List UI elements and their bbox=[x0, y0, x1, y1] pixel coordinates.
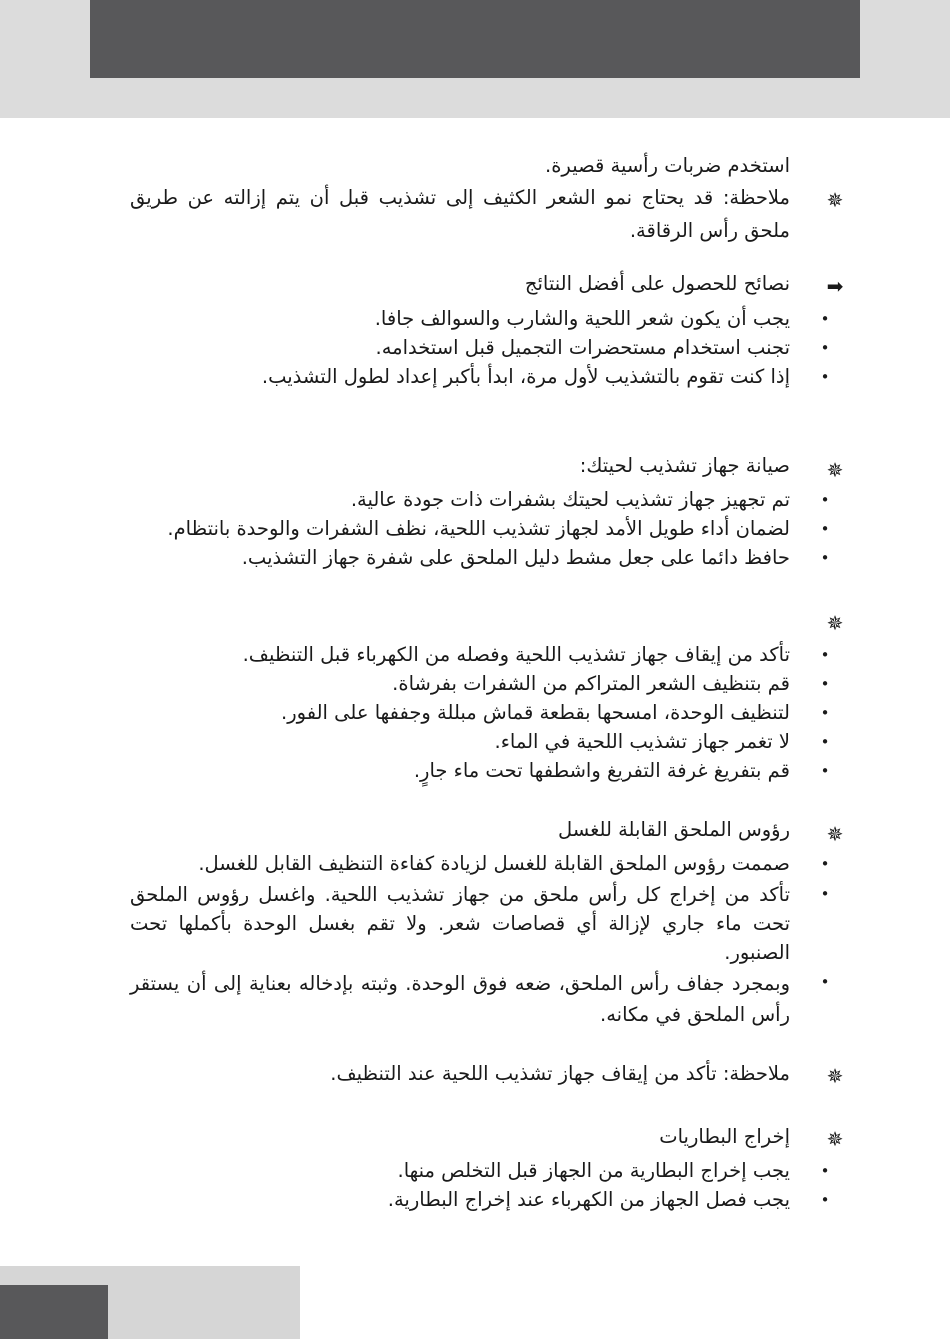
maintenance-item: لضمان أداء طويل الأمد لجهاز تشذيب اللحية، نظف الشفرات والوحدة بانتظام. bbox=[167, 517, 790, 540]
tips-title: نصائح للحصول على أفضل النتائج bbox=[524, 272, 790, 295]
washable-note: ملاحظة: تأكد من إيقاف جهاز تشذيب اللحية عند التنظيف. bbox=[330, 1062, 790, 1085]
washable-item: تأكد من إخراج كل رأس ملحق من جهاز تشذيب اللحية. واغسل رؤوس الملحق تحت ماء جاري لإزالة أي قصاصات شعر. ولا تقم بغسل الوحدة بأكملها تحت الصنبور. bbox=[130, 883, 790, 964]
maintenance-item: حافظ دائما على جعل مشط دليل الملحق على شفرة جهاز التشذيب. bbox=[241, 546, 790, 569]
arrow-right-icon: ➡ bbox=[826, 274, 844, 298]
batteries-item: يجب فصل الجهاز من الكهرباء عند إخراج البطارية. bbox=[387, 1188, 790, 1211]
bullet: • bbox=[820, 762, 830, 780]
bullet: • bbox=[820, 855, 830, 873]
intro-line: استخدم ضربات رأسية قصيرة. bbox=[545, 154, 790, 177]
cleaning-item: تأكد من إيقاف جهاز تشذيب اللحية وفصله من الكهرباء قبل التنظيف. bbox=[242, 643, 790, 666]
cleaning-item: لا تغمر جهاز تشذيب اللحية في الماء. bbox=[494, 730, 790, 753]
footer-block bbox=[0, 1285, 108, 1339]
cleaning-item: قم بتفريغ غرفة التفريغ واشطفها تحت ماء جارٍ. bbox=[413, 759, 790, 782]
cleaning-item: قم بتنظيف الشعر المتراكم من الشفرات بفرشاة. bbox=[392, 672, 790, 695]
burst-icon: ✵ bbox=[826, 822, 844, 846]
bullet: • bbox=[820, 733, 830, 751]
bullet: • bbox=[820, 885, 830, 903]
burst-icon: ✵ bbox=[826, 1064, 844, 1088]
burst-icon: ✵ bbox=[826, 188, 844, 212]
burst-icon: ✵ bbox=[826, 1127, 844, 1151]
washable-title: رؤوس الملحق القابلة للغسل bbox=[557, 818, 790, 841]
bullet: • bbox=[820, 1191, 830, 1209]
tips-item: يجب أن يكون شعر اللحية والشارب والسوالف جافا. bbox=[374, 307, 790, 330]
bullet: • bbox=[820, 520, 830, 538]
burst-icon: ✵ bbox=[826, 611, 844, 635]
maintenance-title: صيانة جهاز تشذيب لحيتك: bbox=[579, 454, 790, 477]
bullet: • bbox=[820, 1162, 830, 1180]
batteries-item: يجب إخراج البطارية من الجهاز قبل التخلص منها. bbox=[397, 1159, 790, 1182]
bullet: • bbox=[820, 310, 830, 328]
bullet: • bbox=[820, 646, 830, 664]
bullet: • bbox=[820, 491, 830, 509]
washable-item: صممت رؤوس الملحق القابلة للغسل لزيادة كفاءة التنظيف القابل للغسل. bbox=[198, 852, 790, 875]
batteries-title: إخراج البطاريات bbox=[659, 1125, 790, 1148]
bullet: • bbox=[820, 368, 830, 386]
header-bar bbox=[90, 0, 860, 78]
burst-icon: ✵ bbox=[826, 458, 844, 482]
cleaning-item: لتنظيف الوحدة، امسحها بقطعة قماش مبللة وجففها على الفور. bbox=[281, 701, 790, 724]
maintenance-item: تم تجهيز جهاز تشذيب لحيتك بشفرات ذات جودة عالية. bbox=[350, 488, 790, 511]
bullet: • bbox=[820, 675, 830, 693]
washable-item: وبمجرد جفاف رأس الملحق، ضعه فوق الوحدة. وثبته بإدخاله بعناية إلى أن يستقر رأس الملحق في مكانه. bbox=[130, 972, 790, 1026]
tips-item: إذا كنت تقوم بالتشذيب لأول مرة، ابدأ بأكبر إعداد لطول التشذيب. bbox=[261, 365, 790, 388]
intro-note: ملاحظة: قد يحتاج نمو الشعر الكثيف إلى تشذيب قبل أن يتم إزالته عن طريق ملحق رأس الرقاقة. bbox=[130, 186, 790, 242]
tips-item: تجنب استخدام مستحضرات التجميل قبل استخدامه. bbox=[375, 336, 790, 359]
bullet: • bbox=[820, 973, 830, 991]
bullet: • bbox=[820, 339, 830, 357]
bullet: • bbox=[820, 704, 830, 722]
bullet: • bbox=[820, 549, 830, 567]
